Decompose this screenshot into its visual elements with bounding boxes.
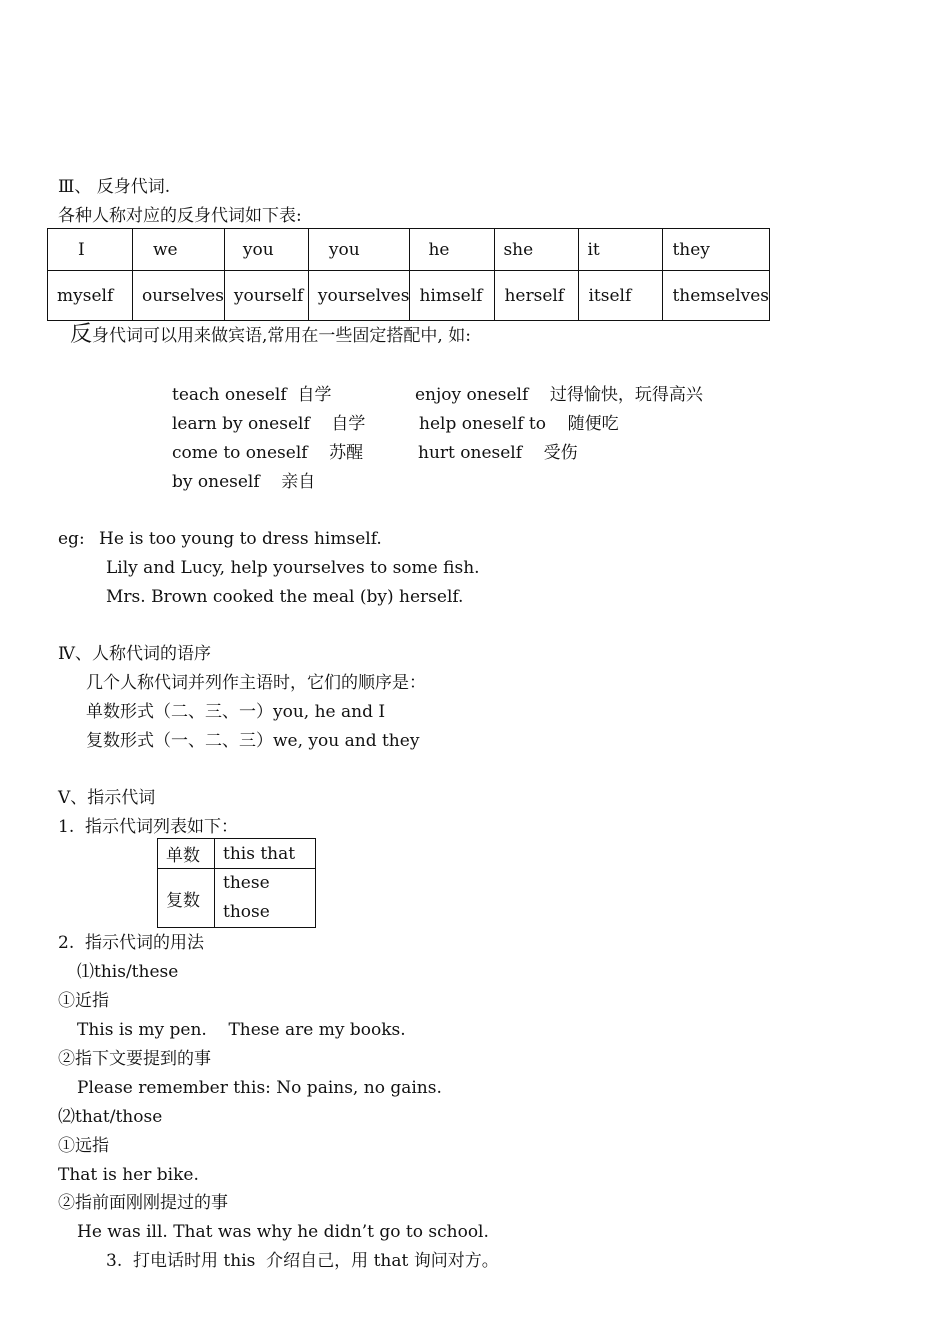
phrase-right: enjoy oneself 过得愉快，玩得高兴 — [415, 385, 703, 405]
usage-rest: 身代词可以用来做宾语,常用在一些固定搭配中, 如: — [92, 326, 471, 346]
pronoun-cell: she — [495, 229, 579, 271]
section-4-line: 几个人称代词并列作主语时，它们的顺序是： — [86, 673, 426, 693]
section-3-heading: Ⅲ、 反身代词. — [58, 177, 171, 197]
pronoun-cell: I — [48, 229, 133, 271]
phrase-right: hurt oneself 受伤 — [418, 443, 578, 463]
this-these-heading: ⑴this/these — [77, 962, 179, 982]
reflexive-cell: itself — [579, 271, 663, 321]
phrase-right: help oneself to 随便吃 — [419, 414, 619, 434]
far-heading: ①远指 — [58, 1136, 109, 1156]
section-3-intro: 各种人称对应的反身代词如下表: — [58, 206, 302, 226]
plural-values — [215, 869, 316, 928]
that-those-heading: ⑵that/those — [58, 1107, 163, 1127]
reflexive-cell: myself — [48, 271, 133, 321]
example-sentence: Mrs. Brown cooked the meal (by) herself. — [106, 587, 464, 607]
eg-label: eg: — [58, 529, 85, 549]
plural-label: 复数 — [158, 869, 215, 928]
section-5-sub2: 2. 指示代词的用法 — [58, 933, 205, 953]
near-heading: ①近指 — [58, 991, 109, 1011]
example-sentence: He is too young to dress himself. — [99, 529, 382, 549]
reflexive-cell: yourselves — [308, 271, 410, 321]
singular-label: 单数 — [158, 839, 215, 869]
usage-note — [70, 324, 471, 347]
reflexive-pronoun-table — [47, 228, 770, 321]
reflexive-cell: herself — [495, 271, 579, 321]
point-3: 3. 打电话时用 this 介绍自己，用 that 询问对方。 — [106, 1251, 499, 1271]
reflexive-cell: themselves — [663, 271, 770, 321]
reflexive-cell: yourself — [224, 271, 308, 321]
phrase-left: learn by oneself 自学 — [172, 414, 366, 434]
section-4-heading: Ⅳ、人称代词的语序 — [58, 644, 211, 664]
pronoun-cell: he — [410, 229, 495, 271]
phrase-left: by oneself 亲自 — [172, 472, 316, 492]
pronoun-cell: you — [308, 229, 410, 271]
reflexive-cell: himself — [410, 271, 495, 321]
near-example: This is my pen. These are my books. — [77, 1020, 406, 1040]
section-4-line: 单数形式（二、三、一）you, he and I — [86, 702, 386, 722]
section-5-sub1: 1. 指示代词列表如下： — [58, 817, 239, 837]
reflexive-cell: ourselves — [133, 271, 225, 321]
demonstrative-table — [157, 838, 316, 928]
far-example: That is her bike. — [58, 1165, 199, 1185]
singular-values: this that — [215, 839, 316, 869]
pronoun-cell: it — [579, 229, 663, 271]
usage-first-char: 反 — [70, 322, 93, 347]
refer-next-heading: ②指下文要提到的事 — [58, 1049, 211, 1069]
plural-value: these — [223, 873, 270, 893]
section-5-heading: Ⅴ、指示代词 — [58, 788, 156, 808]
example-sentence: Lily and Lucy, help yourselves to some fish. — [106, 558, 480, 578]
plural-value: those — [223, 902, 270, 922]
pronoun-cell: they — [663, 229, 770, 271]
refer-prev-heading: ②指前面刚刚提过的事 — [58, 1193, 228, 1213]
refer-prev-example: He was ill. That was why he didn’t go to school. — [77, 1222, 489, 1242]
pronoun-cell: we — [133, 229, 225, 271]
phrase-left: come to oneself 苏醒 — [172, 443, 364, 463]
section-4-line: 复数形式（一、二、三）we, you and they — [86, 731, 420, 751]
pronoun-cell: you — [224, 229, 308, 271]
refer-next-example: Please remember this: No pains, no gains. — [77, 1078, 442, 1098]
phrase-left: teach oneself 自学 — [172, 385, 332, 405]
